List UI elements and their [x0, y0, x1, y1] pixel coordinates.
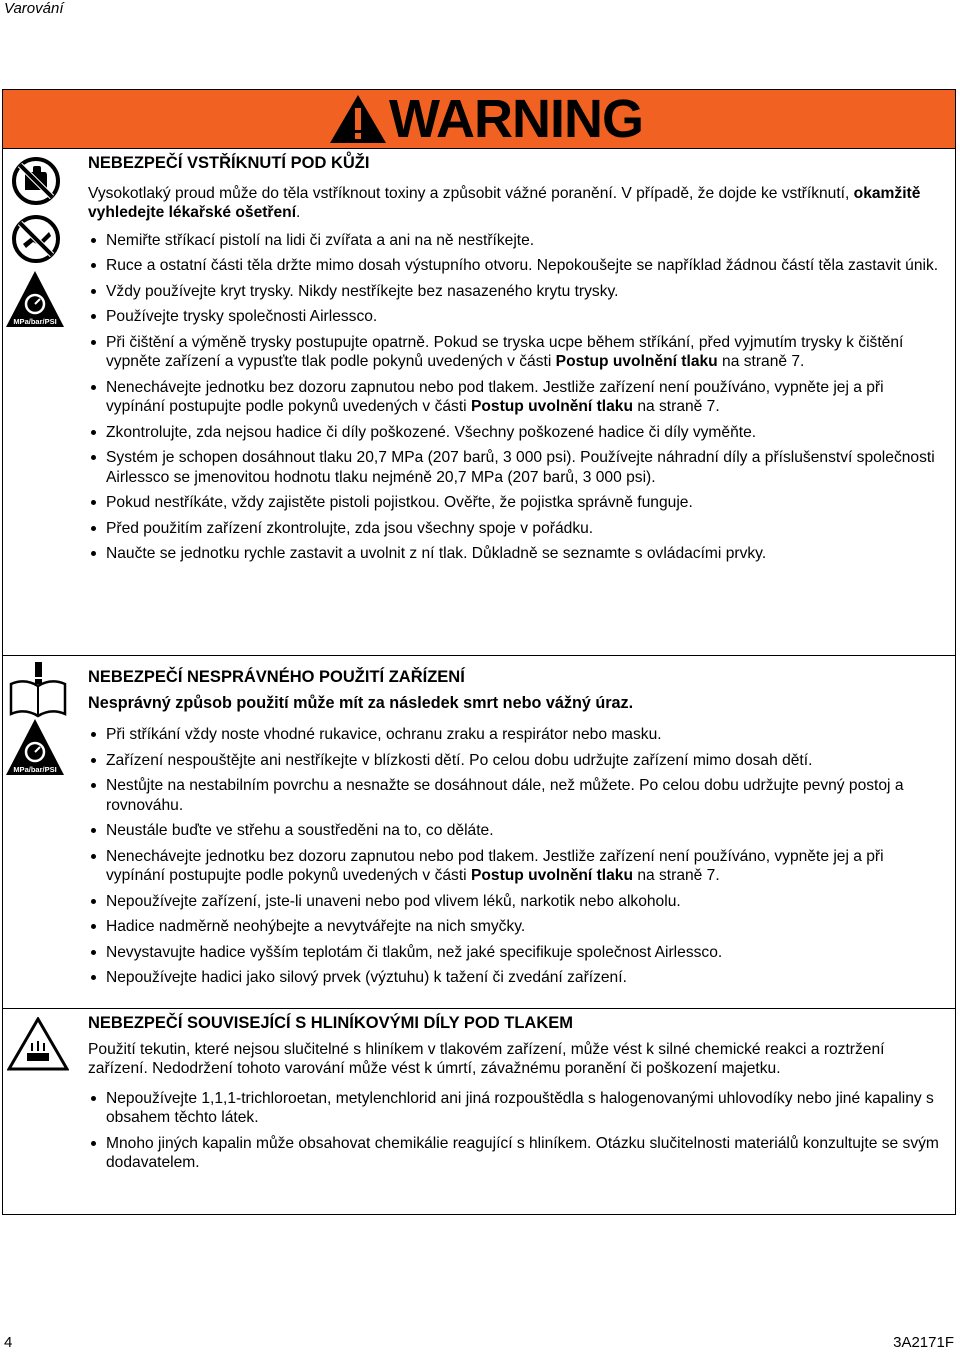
list-item: Zařízení nespouštějte ani nestříkejte v blízkosti dětí. Po celou dobu udržujte zařízení mimo dosah dětí. [88, 751, 945, 771]
section-3-icons [3, 1009, 75, 1215]
list-item: Mnoho jiných kapalin může obsahovat chemikálie reagující s hliníkem. Otázku slučitelnosti materiálů konzultujte se svým dodavatelem. [88, 1134, 945, 1173]
warning-box [2, 89, 956, 1215]
list-item: Neustále buďte ve střehu a soustředěni na to, co děláte. [88, 821, 945, 841]
section-intro: Použití tekutin, které nejsou slučitelné s hliníkem v tlakovém zařízení, může vést k silné chemické reakci a roztržení zařízení. Nedodržení tohoto varování může vést k úmrtí, závažnému poranění či poškození majetku. [88, 1040, 885, 1077]
pressure-warning-icon [5, 718, 65, 776]
list-item: Zkontrolujte, zda nejsou hadice či díly poškozené. Všechny poškozené hadice či díly vyměňte. [88, 423, 945, 443]
pressure-icon-label: MPa/bar/PSI [13, 317, 57, 326]
list-item: Nepoužívejte 1,1,1-trichloroetan, metylenchlorid ani jiná rozpouštědla s halogenovanými uhlovodíky nebo jiné kapaliny s obsahem těchto látek. [88, 1089, 945, 1128]
list-item: Vždy používejte kryt trysky. Nikdy nestříkejte bez nasazeného krytu trysky. [88, 282, 945, 302]
section-1-icons [3, 148, 75, 655]
no-hand-icon [11, 156, 61, 206]
bullet-list [88, 231, 945, 564]
warning-triangle-icon [329, 94, 387, 144]
list-item: Nevystavujte hadice vyšším teplotám či tlakům, než jaké specifikuje společnost Airlessco. [88, 943, 945, 963]
list-item: Nestůjte na nestabilním povrchu a nesnažte se dosáhnout dále, než můžete. Po celou dobu udržujte pevný postoj a rovnováhu. [88, 776, 945, 815]
list-item: Nepoužívejte zařízení, jste-li unaveni nebo pod vlivem léků, narkotik nebo alkoholu. [88, 892, 945, 912]
bullet-list [88, 725, 945, 988]
section-intro: Nesprávný způsob použití může mít za následek smrt nebo vážný úraz. [88, 693, 634, 712]
section-title: NEBEZPEČÍ SOUVISEJÍCÍ S HLINÍKOVÝMI DÍLY POD TLAKEM [88, 1014, 573, 1032]
warning-banner [3, 90, 955, 149]
read-manual-icon [7, 660, 69, 718]
section-title: NEBEZPEČÍ VSTŘÍKNUTÍ POD KŮŽI [88, 154, 370, 172]
list-item: Při stříkání vždy noste vhodné rukavice, ochranu zraku a respirátor nebo masku. [88, 725, 945, 745]
list-item: Nenechávejte jednotku bez dozoru zapnutou nebo pod tlakem. Jestliže zařízení není používáno, vypněte jej a při vypínání postupujte podle pokynů uvedených v části Postup uvolnění tlaku na straně 7. [88, 378, 945, 417]
no-spray-at-person-icon [11, 214, 61, 264]
list-item: Pokud nestříkáte, vždy zajistěte pistoli pojistkou. Ověřte, že pojistka správně funguje. [88, 493, 945, 513]
chemical-reaction-icon [7, 1017, 69, 1071]
section-aluminum-parts [3, 1008, 955, 1215]
list-item: Nenechávejte jednotku bez dozoru zapnutou nebo pod tlakem. Jestliže zařízení není používáno, vypněte jej a při vypínání postupujte podle pokynů uvedených v části Postup uvolnění tlaku na straně 7. [88, 847, 945, 886]
warning-label: WARNING [389, 89, 643, 149]
warning-title [329, 89, 643, 149]
section-title: NEBEZPEČÍ NESPRÁVNÉHO POUŽITÍ ZAŘÍZENÍ [88, 668, 465, 686]
list-item: Hadice nadměrně neohýbejte a nevytvářejte na nich smyčky. [88, 917, 945, 937]
section-equipment-misuse [3, 655, 955, 1009]
list-item: Před použitím zařízení zkontrolujte, zda jsou všechny spoje v pořádku. [88, 519, 945, 539]
list-item: Nemiřte stříkací pistolí na lidi či zvířata a ani na ně nestříkejte. [88, 231, 945, 251]
section-skin-injection [3, 148, 955, 655]
list-item: Používejte trysky společnosti Airlessco. [88, 307, 945, 327]
page-header-title: Varování [4, 0, 64, 17]
document-code: 3A2171F [893, 1334, 954, 1351]
list-item: Naučte se jednotku rychle zastavit a uvolnit z ní tlak. Důkladně se seznamte s ovládacími prvky. [88, 544, 945, 564]
section-2-icons [3, 656, 75, 1009]
list-item: Nepoužívejte hadici jako silový prvek (výztuhu) k tažení či zvedání zařízení. [88, 968, 945, 988]
list-item: Ruce a ostatní části těla držte mimo dosah výstupního otvoru. Nepokoušejte se například žádnou částí těla zastavit únik. [88, 256, 945, 276]
list-item: Při čištění a výměně trysky postupujte opatrně. Pokud se tryska ucpe během stříkání, před vyjmutím trysky k čištění vypněte zařízení a vypusťte tlak podle pokynů uvedených v části Postup uvolnění tlaku na straně 7. [88, 333, 945, 372]
section-intro: Vysokotlaký proud může do těla vstříknout toxiny a způsobit vážné poranění. V případě, že dojde ke vstříknutí, okamžitě vyhledejte lékařské ošetření. [88, 184, 921, 221]
page-number: 4 [4, 1334, 13, 1351]
bullet-list [88, 1089, 945, 1173]
pressure-warning-icon [5, 270, 65, 328]
list-item: Systém je schopen dosáhnout tlaku 20,7 MPa (207 barů, 3 000 psi). Používejte náhradní díly a příslušenství společnosti Airlessco se jmenovitou hodnotu tlaku nejméně 20,7 MPa (207 barů, 3 000 psi). [88, 448, 945, 487]
pressure-icon-label: MPa/bar/PSI [13, 765, 57, 774]
